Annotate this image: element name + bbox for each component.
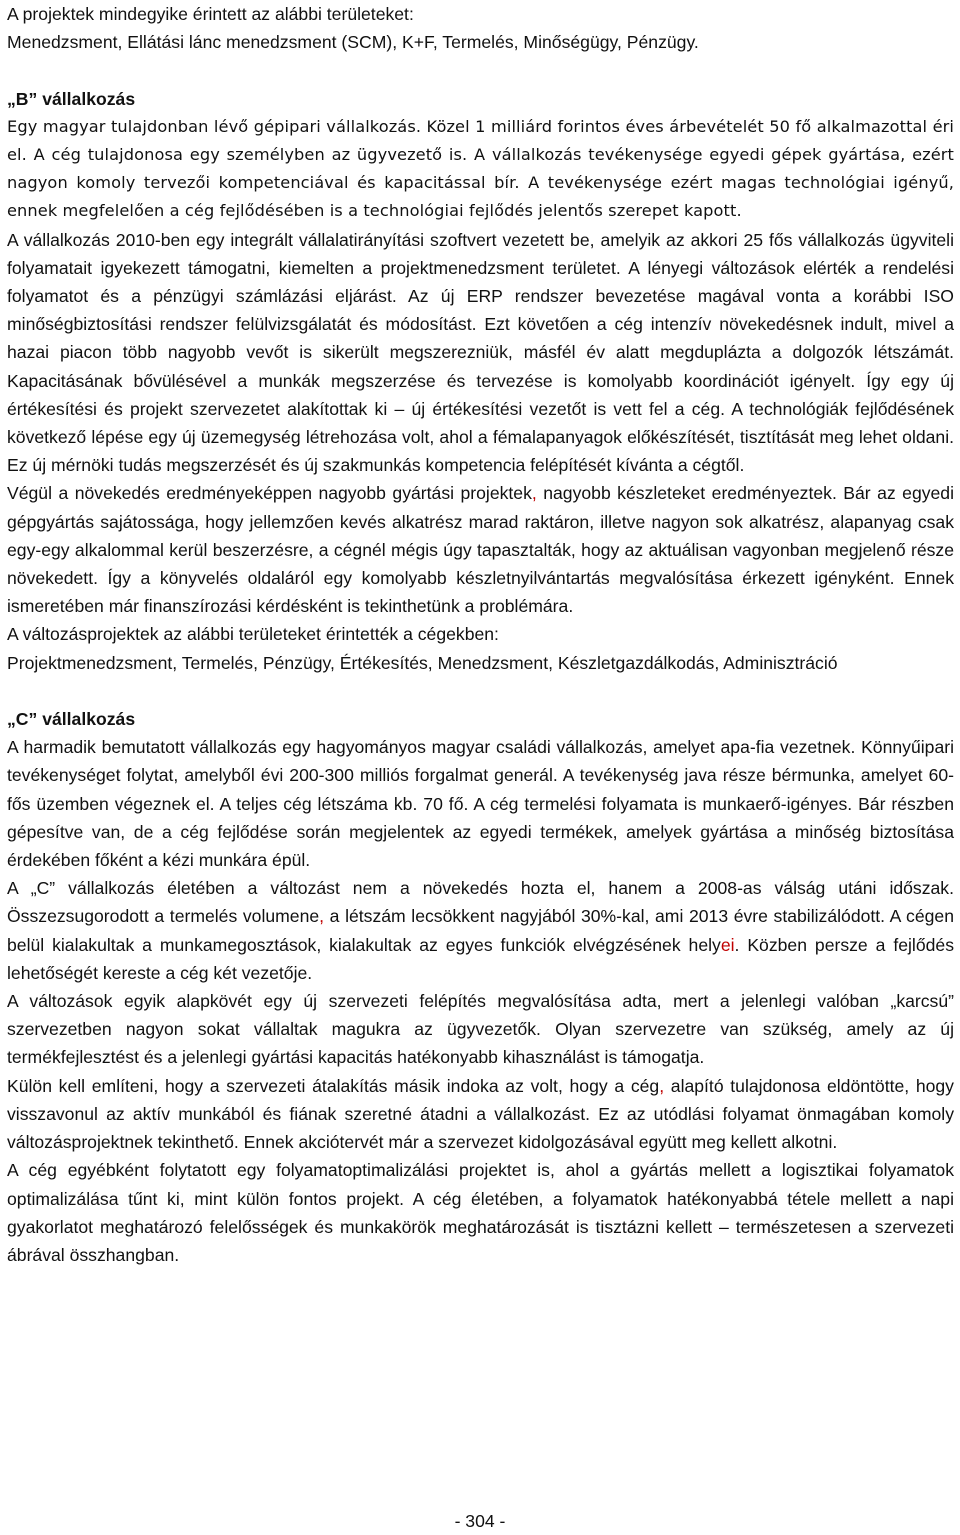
highlighted-text: , bbox=[659, 1075, 665, 1096]
section-b-paragraph-5: Projektmenedzsment, Termelés, Pénzügy, Értékesítés, Menedzsment, Készletgazdálkodás, Adminisztráció bbox=[7, 652, 838, 673]
highlighted-text: , bbox=[531, 483, 537, 504]
text-run: A „C” vállalkozás életében a változást nem a növekedés hozta el, hanem a 2008-as válság utáni időszak. Összezsugorodott a termelés volumene bbox=[7, 878, 954, 927]
page-number: - 304 - bbox=[454, 1511, 506, 1531]
highlighted-text: ei bbox=[720, 934, 735, 955]
section-c-paragraph-5: A cég egyébként folytatott egy folyamatoptimalizálási projektet is, ahol a gyártás mellett a logisztikai folyamatok optimalizálása tűnt ki, mint külön fontos projekt. A cég életében, a folyamatok hatékonyabbá tétele mellett a napi gyakorlatot meghatározó felelősségek és munkakörök meghatározását is tisztázni kellett – természetesen a szervezeti ábrával összhangban. bbox=[7, 1160, 954, 1265]
section-c-paragraph-1: A harmadik bemutatott vállalkozás egy hagyományos magyar családi vállalkozás, amelyet apa-fia vezetnek. Könnyűipari tevékenységet folytat, amelyből évi 200-300 milliós forgalmat generál. A tevékenység java része bérmunka, amelyet 60-fős üzemben végeznek el. A teljes cég létszáma kb. 70 fő. A cég termelési folyamata is munkaerő-igényes. Bár részben gépesítve van, de a cég fejlődése során megjelentek az egyedi termékek, amelyek gyártása a minőség biztosítása érdekében főként a kézi munkára épül. bbox=[7, 737, 954, 871]
section-b-paragraph-3 bbox=[7, 479, 954, 620]
spacer bbox=[7, 56, 954, 84]
intro-line-1: A projektek mindegyike érintett az alábbi területeket: bbox=[7, 4, 414, 24]
section-c-heading: „C” vállalkozás bbox=[7, 709, 136, 730]
text-run: Végül a növekedés eredményeképpen nagyobb gyártási projektek bbox=[7, 483, 532, 504]
text-run: Külön kell említeni, hogy a szervezeti átalakítás másik indoka az volt, hogy a cég bbox=[7, 1075, 660, 1096]
section-c-paragraph-4 bbox=[7, 1072, 954, 1157]
section-c-paragraph-3: A változások egyik alapkövét egy új szervezeti felépítés megvalósítása adta, mert a jelenlegi valóban „karcsú” szervezetben nagyon sokat vállaltak magukra az ügyvezetők. Olyan szervezetre van szükség, amely az új termékfejlesztést és a jelenlegi gyártási kapacitás hatékonyabb kihasználást is támogatja. bbox=[7, 991, 954, 1068]
highlighted-text: , bbox=[319, 906, 325, 927]
section-b-heading: „B” vállalkozás bbox=[7, 88, 136, 109]
text-run: nagyobb készleteket eredményeztek. Bár az egyedi gépgyártás sajátossága, hogy jellemzően kevés alkatrész marad raktáron, illetve nagyon sok alkatrész, alapanyag csak egy-egy alkalommal kerül beszerzésre, a cégnél mégis úgy tapasztalták, hogy az aktuálisan vagyonban megjelenő része növekedett. Így a könyvelés oldaláról egy komolyabb készletnyilvántartás megvalósítása érkezett igényként. Ennek ismeretében már finanszírozási kérdésként is tekinthetünk a problémára. bbox=[7, 483, 955, 617]
section-b-paragraph-2: A vállalkozás 2010-ben egy integrált vállalatirányítási szoftvert vezetett be, amelyik az akkori 25 fős vállalkozás ügyviteli folyamatait igyekezett támogatni, kiemelten a projektmenedzsment területet. A lényegi változások elérték a rendelési folyamatot és a pénzügyi számlázási eljárást. Az új ERP rendszer bevezetése magával vonta a korábbi ISO minőségbiztosítási rendszer felülvizsgálatát és módosítást. Ezt követően a cég intenzív növekedésnek indult, mivel a hazai piacon több nagyobb vevőt is sikerült megszerezniük, másfél év alatt megduplázta a dolgozók létszámát. Kapacitásának bővülésével a munkák megszerzése és tervezése is komolyabb koordinációt igényelt. Így egy új értékesítési és projekt szervezetet alakítottak ki – új értékesítési vezetőt is vett fel a cég. A technológiák fejlődésének következő lépése egy új üzemegység létrehozása volt, ahol a fémalapanyagok előkészítését, tisztítását meg lehet oldani. Ez új mérnöki tudás megszerzését és új szakmunkás kompetencia felépítését kívánta a cégtől. bbox=[7, 229, 954, 476]
text-run: alapító tulajdonosa eldöntötte, hogy visszavonul az aktív munkából és fiának szeretné átadni a vállalkozást. Ez az utódlási folyamat önmagában komoly változásprojektnek tekinthető. Ennek akciótervét már a szervezet kidolgozásával együtt meg kellett alkotni. bbox=[7, 1075, 954, 1153]
text-run: . Közben persze a fejlődés lehetőségét kereste a cég két vezetője. bbox=[7, 934, 954, 983]
spacer bbox=[7, 677, 954, 705]
intro-line-2: Menedzsment, Ellátási lánc menedzsment (SCM), K+F, Termelés, Minőségügy, Pénzügy. bbox=[7, 32, 699, 53]
document-page bbox=[7, 0, 954, 1269]
section-b-paragraph-1: Egy magyar tulajdonban lévő gépipari vállalkozás. Közel 1 milliárd forintos éves árbevételét 50 fő alkalmazottal éri el. A cég tulajdonosa egy személyben az ügyvezető is. A vállalkozás tevékenysége egyedi gépek gyártása, ezért nagyon komoly tervezői kompetenciával és kapacitással bír. A tevékenysége ezért magas technológiai igényű, ennek megfelelően a cég fejlődésében is a technológiai fejlődés jelentős szerepet kapott. bbox=[7, 116, 954, 221]
section-b-paragraph-4: A változásprojektek az alábbi területeket érintették a cégekben: bbox=[7, 624, 499, 645]
text-run: a létszám lecsökkent nagyjából 30%-kal, ami 2013 évre stabilizálódott. A cégen belül kialakultak a munkamegosztások, kialakultak az egyes funkciók elvégzésének hely bbox=[7, 906, 954, 955]
section-c-paragraph-2 bbox=[7, 874, 954, 987]
